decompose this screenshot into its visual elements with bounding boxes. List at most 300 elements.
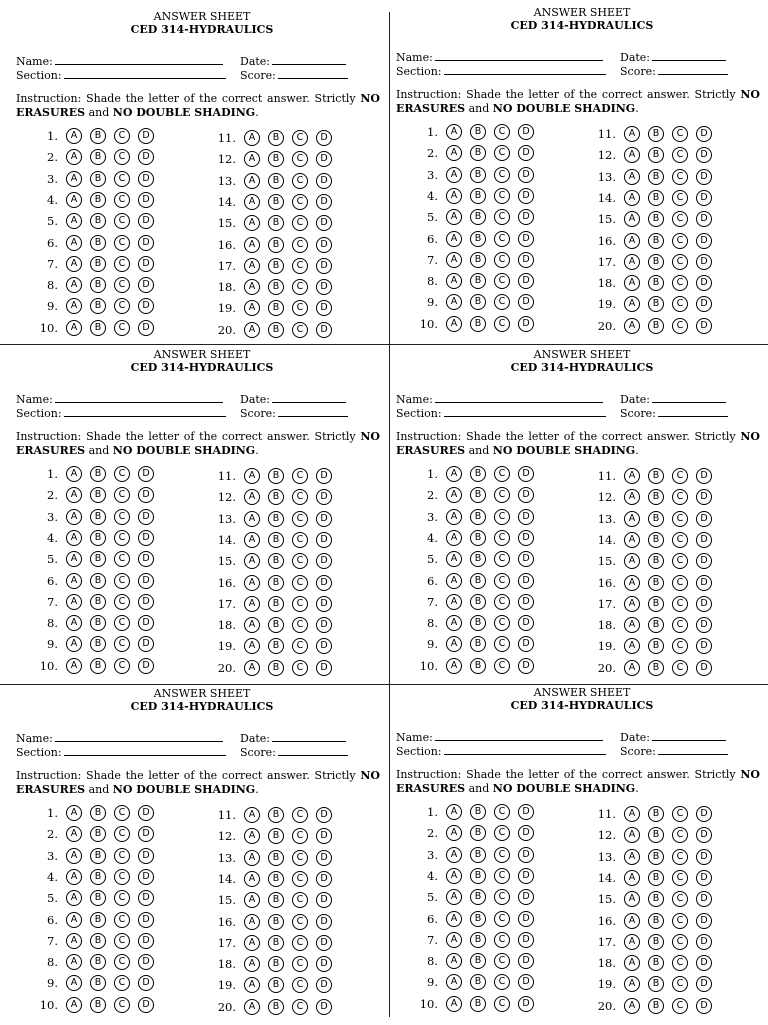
choice-bubble-b[interactable]: B — [90, 509, 106, 525]
choice-bubble-a[interactable]: A — [244, 977, 260, 993]
choice-bubble-a[interactable]: A — [624, 849, 640, 865]
choice-bubble-c[interactable]: C — [494, 231, 510, 247]
choice-bubble-d[interactable]: D — [518, 573, 534, 589]
choice-bubble-a[interactable]: A — [244, 279, 260, 295]
choice-bubble-c[interactable]: C — [292, 892, 308, 908]
choice-bubble-d[interactable]: D — [138, 826, 154, 842]
choice-bubble-b[interactable]: B — [90, 192, 106, 208]
choice-bubble-a[interactable]: A — [446, 509, 462, 525]
choice-bubble-a[interactable]: A — [66, 594, 82, 610]
choice-bubble-c[interactable]: C — [672, 190, 688, 206]
choice-bubble-c[interactable]: C — [114, 869, 130, 885]
choice-bubble-b[interactable]: B — [470, 804, 486, 820]
choice-bubble-d[interactable]: D — [696, 638, 712, 654]
choice-bubble-c[interactable]: C — [494, 209, 510, 225]
choice-bubble-c[interactable]: C — [672, 955, 688, 971]
choice-bubble-c[interactable]: C — [114, 551, 130, 567]
choice-bubble-a[interactable]: A — [66, 636, 82, 652]
choice-bubble-a[interactable]: A — [244, 956, 260, 972]
choice-bubble-d[interactable]: D — [696, 806, 712, 822]
choice-bubble-b[interactable]: B — [268, 489, 284, 505]
choice-bubble-a[interactable]: A — [244, 300, 260, 316]
choice-bubble-d[interactable]: D — [518, 932, 534, 948]
choice-bubble-c[interactable]: C — [494, 252, 510, 268]
choice-bubble-b[interactable]: B — [268, 173, 284, 189]
choice-bubble-c[interactable]: C — [114, 615, 130, 631]
section-field[interactable] — [396, 65, 606, 78]
choice-bubble-a[interactable]: A — [66, 933, 82, 949]
choice-bubble-d[interactable]: D — [138, 805, 154, 821]
choice-bubble-b[interactable]: B — [90, 933, 106, 949]
choice-bubble-a[interactable]: A — [244, 660, 260, 676]
choice-bubble-a[interactable]: A — [446, 487, 462, 503]
choice-bubble-d[interactable]: D — [138, 320, 154, 336]
choice-bubble-d[interactable]: D — [316, 468, 332, 484]
choice-bubble-c[interactable]: C — [292, 258, 308, 274]
choice-bubble-d[interactable]: D — [138, 171, 154, 187]
choice-bubble-d[interactable]: D — [316, 322, 332, 338]
choice-bubble-c[interactable]: C — [494, 573, 510, 589]
name-field[interactable] — [16, 732, 223, 745]
choice-bubble-c[interactable]: C — [494, 167, 510, 183]
choice-bubble-b[interactable]: B — [90, 530, 106, 546]
choice-bubble-b[interactable]: B — [90, 826, 106, 842]
choice-bubble-b[interactable]: B — [470, 252, 486, 268]
choice-bubble-c[interactable]: C — [292, 977, 308, 993]
choice-bubble-d[interactable]: D — [138, 551, 154, 567]
choice-bubble-b[interactable]: B — [648, 934, 664, 950]
choice-bubble-c[interactable]: C — [292, 871, 308, 887]
choice-bubble-a[interactable]: A — [244, 638, 260, 654]
choice-bubble-b[interactable]: B — [90, 912, 106, 928]
choice-bubble-a[interactable]: A — [446, 316, 462, 332]
choice-bubble-c[interactable]: C — [114, 636, 130, 652]
choice-bubble-b[interactable]: B — [470, 466, 486, 482]
choice-bubble-d[interactable]: D — [138, 636, 154, 652]
choice-bubble-a[interactable]: A — [244, 999, 260, 1015]
choice-bubble-b[interactable]: B — [90, 466, 106, 482]
choice-bubble-c[interactable]: C — [672, 489, 688, 505]
choice-bubble-d[interactable]: D — [316, 596, 332, 612]
choice-bubble-d[interactable]: D — [138, 954, 154, 970]
choice-bubble-d[interactable]: D — [696, 827, 712, 843]
choice-bubble-d[interactable]: D — [696, 126, 712, 142]
choice-bubble-a[interactable]: A — [446, 594, 462, 610]
choice-bubble-d[interactable]: D — [138, 192, 154, 208]
choice-bubble-a[interactable]: A — [624, 553, 640, 569]
choice-bubble-c[interactable]: C — [292, 660, 308, 676]
choice-bubble-a[interactable]: A — [66, 805, 82, 821]
choice-bubble-c[interactable]: C — [672, 575, 688, 591]
choice-bubble-d[interactable]: D — [518, 911, 534, 927]
name-line[interactable] — [55, 394, 223, 403]
choice-bubble-a[interactable]: A — [244, 828, 260, 844]
choice-bubble-b[interactable]: B — [470, 294, 486, 310]
choice-bubble-c[interactable]: C — [292, 489, 308, 505]
choice-bubble-b[interactable]: B — [470, 615, 486, 631]
score-field[interactable] — [240, 746, 348, 759]
choice-bubble-a[interactable]: A — [244, 173, 260, 189]
choice-bubble-c[interactable]: C — [494, 889, 510, 905]
choice-bubble-d[interactable]: D — [518, 825, 534, 841]
choice-bubble-b[interactable]: B — [90, 997, 106, 1013]
choice-bubble-a[interactable]: A — [624, 511, 640, 527]
choice-bubble-d[interactable]: D — [696, 169, 712, 185]
choice-bubble-d[interactable]: D — [696, 275, 712, 291]
choice-bubble-a[interactable]: A — [244, 215, 260, 231]
choice-bubble-b[interactable]: B — [268, 914, 284, 930]
choice-bubble-d[interactable]: D — [138, 213, 154, 229]
choice-bubble-d[interactable]: D — [316, 511, 332, 527]
choice-bubble-d[interactable]: D — [696, 233, 712, 249]
choice-bubble-a[interactable]: A — [446, 273, 462, 289]
choice-bubble-b[interactable]: B — [648, 806, 664, 822]
choice-bubble-c[interactable]: C — [494, 594, 510, 610]
choice-bubble-b[interactable]: B — [90, 805, 106, 821]
choice-bubble-c[interactable]: C — [672, 169, 688, 185]
choice-bubble-c[interactable]: C — [494, 932, 510, 948]
choice-bubble-c[interactable]: C — [292, 638, 308, 654]
choice-bubble-a[interactable]: A — [624, 638, 640, 654]
choice-bubble-d[interactable]: D — [138, 573, 154, 589]
choice-bubble-b[interactable]: B — [90, 256, 106, 272]
choice-bubble-a[interactable]: A — [446, 167, 462, 183]
choice-bubble-d[interactable]: D — [316, 489, 332, 505]
name-field[interactable] — [16, 393, 223, 406]
choice-bubble-c[interactable]: C — [494, 273, 510, 289]
choice-bubble-b[interactable]: B — [470, 188, 486, 204]
choice-bubble-d[interactable]: D — [696, 296, 712, 312]
choice-bubble-d[interactable]: D — [138, 256, 154, 272]
choice-bubble-c[interactable]: C — [494, 996, 510, 1012]
choice-bubble-c[interactable]: C — [292, 173, 308, 189]
name-field[interactable] — [396, 393, 603, 406]
choice-bubble-a[interactable]: A — [624, 169, 640, 185]
choice-bubble-b[interactable]: B — [268, 532, 284, 548]
choice-bubble-b[interactable]: B — [470, 316, 486, 332]
choice-bubble-c[interactable]: C — [292, 956, 308, 972]
choice-bubble-b[interactable]: B — [648, 233, 664, 249]
choice-bubble-c[interactable]: C — [494, 658, 510, 674]
choice-bubble-b[interactable]: B — [470, 594, 486, 610]
choice-bubble-a[interactable]: A — [66, 658, 82, 674]
choice-bubble-b[interactable]: B — [268, 151, 284, 167]
choice-bubble-d[interactable]: D — [696, 318, 712, 334]
choice-bubble-b[interactable]: B — [470, 167, 486, 183]
choice-bubble-c[interactable]: C — [114, 298, 130, 314]
choice-bubble-c[interactable]: C — [292, 999, 308, 1015]
choice-bubble-d[interactable]: D — [316, 660, 332, 676]
choice-bubble-c[interactable]: C — [672, 211, 688, 227]
choice-bubble-c[interactable]: C — [114, 912, 130, 928]
choice-bubble-a[interactable]: A — [446, 551, 462, 567]
choice-bubble-a[interactable]: A — [624, 126, 640, 142]
choice-bubble-b[interactable]: B — [470, 573, 486, 589]
choice-bubble-a[interactable]: A — [624, 870, 640, 886]
score-field[interactable] — [620, 745, 728, 758]
choice-bubble-a[interactable]: A — [624, 468, 640, 484]
choice-bubble-c[interactable]: C — [292, 617, 308, 633]
choice-bubble-a[interactable]: A — [446, 145, 462, 161]
choice-bubble-d[interactable]: D — [138, 658, 154, 674]
choice-bubble-a[interactable]: A — [624, 318, 640, 334]
choice-bubble-a[interactable]: A — [624, 147, 640, 163]
choice-bubble-c[interactable]: C — [494, 953, 510, 969]
choice-bubble-b[interactable]: B — [648, 827, 664, 843]
choice-bubble-a[interactable]: A — [244, 237, 260, 253]
date-line[interactable] — [652, 52, 726, 61]
choice-bubble-a[interactable]: A — [66, 320, 82, 336]
choice-bubble-d[interactable]: D — [518, 889, 534, 905]
choice-bubble-d[interactable]: D — [518, 231, 534, 247]
section-field[interactable] — [16, 69, 226, 82]
choice-bubble-b[interactable]: B — [470, 996, 486, 1012]
choice-bubble-a[interactable]: A — [66, 975, 82, 991]
choice-bubble-b[interactable]: B — [90, 954, 106, 970]
choice-bubble-a[interactable]: A — [66, 256, 82, 272]
choice-bubble-c[interactable]: C — [494, 804, 510, 820]
choice-bubble-d[interactable]: D — [138, 128, 154, 144]
choice-bubble-a[interactable]: A — [446, 252, 462, 268]
choice-bubble-c[interactable]: C — [672, 147, 688, 163]
section-field[interactable] — [396, 745, 606, 758]
choice-bubble-d[interactable]: D — [138, 235, 154, 251]
choice-bubble-b[interactable]: B — [90, 573, 106, 589]
choice-bubble-a[interactable]: A — [244, 322, 260, 338]
choice-bubble-c[interactable]: C — [114, 320, 130, 336]
choice-bubble-c[interactable]: C — [672, 660, 688, 676]
choice-bubble-a[interactable]: A — [244, 489, 260, 505]
choice-bubble-d[interactable]: D — [696, 211, 712, 227]
choice-bubble-c[interactable]: C — [114, 256, 130, 272]
choice-bubble-b[interactable]: B — [470, 953, 486, 969]
choice-bubble-d[interactable]: D — [138, 298, 154, 314]
choice-bubble-d[interactable]: D — [696, 849, 712, 865]
choice-bubble-b[interactable]: B — [268, 999, 284, 1015]
choice-bubble-a[interactable]: A — [446, 124, 462, 140]
choice-bubble-d[interactable]: D — [518, 294, 534, 310]
choice-bubble-b[interactable]: B — [470, 231, 486, 247]
choice-bubble-b[interactable]: B — [90, 171, 106, 187]
choice-bubble-c[interactable]: C — [292, 151, 308, 167]
choice-bubble-b[interactable]: B — [470, 530, 486, 546]
choice-bubble-d[interactable]: D — [696, 553, 712, 569]
choice-bubble-b[interactable]: B — [268, 215, 284, 231]
choice-bubble-b[interactable]: B — [90, 869, 106, 885]
choice-bubble-c[interactable]: C — [292, 511, 308, 527]
choice-bubble-b[interactable]: B — [648, 553, 664, 569]
score-line[interactable] — [658, 746, 728, 755]
choice-bubble-b[interactable]: B — [470, 911, 486, 927]
choice-bubble-b[interactable]: B — [648, 575, 664, 591]
choice-bubble-a[interactable]: A — [244, 575, 260, 591]
choice-bubble-a[interactable]: A — [446, 974, 462, 990]
choice-bubble-d[interactable]: D — [316, 575, 332, 591]
choice-bubble-b[interactable]: B — [90, 975, 106, 991]
choice-bubble-a[interactable]: A — [446, 615, 462, 631]
choice-bubble-b[interactable]: B — [90, 213, 106, 229]
choice-bubble-a[interactable]: A — [66, 487, 82, 503]
choice-bubble-c[interactable]: C — [494, 551, 510, 567]
choice-bubble-a[interactable]: A — [624, 998, 640, 1014]
choice-bubble-d[interactable]: D — [696, 617, 712, 633]
choice-bubble-d[interactable]: D — [138, 933, 154, 949]
choice-bubble-c[interactable]: C — [292, 914, 308, 930]
choice-bubble-b[interactable]: B — [470, 551, 486, 567]
choice-bubble-d[interactable]: D — [518, 273, 534, 289]
choice-bubble-d[interactable]: D — [518, 974, 534, 990]
choice-bubble-b[interactable]: B — [90, 320, 106, 336]
choice-bubble-d[interactable]: D — [518, 316, 534, 332]
choice-bubble-c[interactable]: C — [494, 530, 510, 546]
choice-bubble-d[interactable]: D — [316, 215, 332, 231]
choice-bubble-d[interactable]: D — [138, 615, 154, 631]
choice-bubble-a[interactable]: A — [624, 976, 640, 992]
choice-bubble-a[interactable]: A — [244, 871, 260, 887]
choice-bubble-a[interactable]: A — [244, 807, 260, 823]
choice-bubble-c[interactable]: C — [494, 868, 510, 884]
date-field[interactable] — [620, 51, 726, 64]
choice-bubble-b[interactable]: B — [648, 660, 664, 676]
choice-bubble-c[interactable]: C — [672, 891, 688, 907]
choice-bubble-d[interactable]: D — [696, 190, 712, 206]
choice-bubble-a[interactable]: A — [446, 188, 462, 204]
choice-bubble-d[interactable]: D — [696, 891, 712, 907]
choice-bubble-c[interactable]: C — [114, 128, 130, 144]
choice-bubble-b[interactable]: B — [470, 889, 486, 905]
choice-bubble-c[interactable]: C — [292, 237, 308, 253]
choice-bubble-a[interactable]: A — [446, 953, 462, 969]
choice-bubble-c[interactable]: C — [494, 316, 510, 332]
choice-bubble-b[interactable]: B — [648, 254, 664, 270]
choice-bubble-d[interactable]: D — [696, 870, 712, 886]
date-line[interactable] — [652, 732, 726, 741]
name-line[interactable] — [55, 733, 223, 742]
choice-bubble-c[interactable]: C — [494, 188, 510, 204]
choice-bubble-d[interactable]: D — [138, 466, 154, 482]
choice-bubble-b[interactable]: B — [268, 660, 284, 676]
choice-bubble-a[interactable]: A — [446, 636, 462, 652]
choice-bubble-d[interactable]: D — [696, 147, 712, 163]
choice-bubble-c[interactable]: C — [494, 825, 510, 841]
choice-bubble-a[interactable]: A — [66, 213, 82, 229]
choice-bubble-d[interactable]: D — [316, 956, 332, 972]
date-line[interactable] — [272, 733, 346, 742]
choice-bubble-d[interactable]: D — [518, 487, 534, 503]
choice-bubble-b[interactable]: B — [90, 298, 106, 314]
choice-bubble-b[interactable]: B — [268, 892, 284, 908]
choice-bubble-d[interactable]: D — [518, 615, 534, 631]
date-line[interactable] — [272, 56, 346, 65]
choice-bubble-c[interactable]: C — [494, 974, 510, 990]
choice-bubble-a[interactable]: A — [244, 130, 260, 146]
choice-bubble-d[interactable]: D — [316, 999, 332, 1015]
choice-bubble-a[interactable]: A — [244, 892, 260, 908]
choice-bubble-b[interactable]: B — [648, 617, 664, 633]
choice-bubble-a[interactable]: A — [244, 617, 260, 633]
choice-bubble-a[interactable]: A — [66, 890, 82, 906]
choice-bubble-d[interactable]: D — [138, 509, 154, 525]
choice-bubble-d[interactable]: D — [518, 804, 534, 820]
choice-bubble-d[interactable]: D — [696, 489, 712, 505]
choice-bubble-b[interactable]: B — [90, 594, 106, 610]
choice-bubble-a[interactable]: A — [244, 468, 260, 484]
choice-bubble-b[interactable]: B — [90, 848, 106, 864]
choice-bubble-c[interactable]: C — [292, 553, 308, 569]
choice-bubble-c[interactable]: C — [672, 827, 688, 843]
choice-bubble-b[interactable]: B — [470, 868, 486, 884]
choice-bubble-b[interactable]: B — [268, 807, 284, 823]
choice-bubble-d[interactable]: D — [518, 551, 534, 567]
choice-bubble-a[interactable]: A — [446, 573, 462, 589]
choice-bubble-c[interactable]: C — [114, 171, 130, 187]
choice-bubble-d[interactable]: D — [696, 660, 712, 676]
choice-bubble-d[interactable]: D — [696, 511, 712, 527]
choice-bubble-d[interactable]: D — [138, 869, 154, 885]
choice-bubble-b[interactable]: B — [648, 849, 664, 865]
date-line[interactable] — [652, 394, 726, 403]
choice-bubble-b[interactable]: B — [470, 932, 486, 948]
choice-bubble-a[interactable]: A — [446, 825, 462, 841]
choice-bubble-a[interactable]: A — [624, 596, 640, 612]
choice-bubble-c[interactable]: C — [292, 215, 308, 231]
choice-bubble-b[interactable]: B — [648, 318, 664, 334]
choice-bubble-c[interactable]: C — [114, 848, 130, 864]
choice-bubble-d[interactable]: D — [138, 997, 154, 1013]
choice-bubble-d[interactable]: D — [138, 594, 154, 610]
choice-bubble-a[interactable]: A — [66, 573, 82, 589]
section-line[interactable] — [444, 408, 606, 417]
choice-bubble-d[interactable]: D — [696, 575, 712, 591]
choice-bubble-d[interactable]: D — [316, 892, 332, 908]
choice-bubble-c[interactable]: C — [292, 532, 308, 548]
choice-bubble-c[interactable]: C — [672, 806, 688, 822]
choice-bubble-c[interactable]: C — [114, 933, 130, 949]
choice-bubble-b[interactable]: B — [470, 974, 486, 990]
choice-bubble-c[interactable]: C — [672, 934, 688, 950]
choice-bubble-d[interactable]: D — [696, 596, 712, 612]
choice-bubble-d[interactable]: D — [518, 509, 534, 525]
choice-bubble-c[interactable]: C — [292, 300, 308, 316]
name-field[interactable] — [16, 55, 223, 68]
choice-bubble-c[interactable]: C — [114, 235, 130, 251]
choice-bubble-c[interactable]: C — [114, 826, 130, 842]
score-field[interactable] — [240, 407, 348, 420]
choice-bubble-a[interactable]: A — [66, 277, 82, 293]
choice-bubble-a[interactable]: A — [244, 194, 260, 210]
choice-bubble-d[interactable]: D — [138, 487, 154, 503]
choice-bubble-c[interactable]: C — [114, 149, 130, 165]
choice-bubble-a[interactable]: A — [244, 553, 260, 569]
choice-bubble-d[interactable]: D — [316, 638, 332, 654]
choice-bubble-b[interactable]: B — [648, 638, 664, 654]
choice-bubble-a[interactable]: A — [624, 296, 640, 312]
choice-bubble-b[interactable]: B — [648, 468, 664, 484]
choice-bubble-c[interactable]: C — [672, 553, 688, 569]
score-field[interactable] — [620, 407, 728, 420]
choice-bubble-a[interactable]: A — [624, 660, 640, 676]
choice-bubble-b[interactable]: B — [470, 658, 486, 674]
choice-bubble-b[interactable]: B — [268, 130, 284, 146]
choice-bubble-b[interactable]: B — [90, 890, 106, 906]
choice-bubble-a[interactable]: A — [446, 996, 462, 1012]
choice-bubble-d[interactable]: D — [316, 258, 332, 274]
choice-bubble-d[interactable]: D — [696, 532, 712, 548]
score-field[interactable] — [240, 69, 348, 82]
name-line[interactable] — [435, 732, 603, 741]
choice-bubble-c[interactable]: C — [494, 124, 510, 140]
section-field[interactable] — [396, 407, 606, 420]
